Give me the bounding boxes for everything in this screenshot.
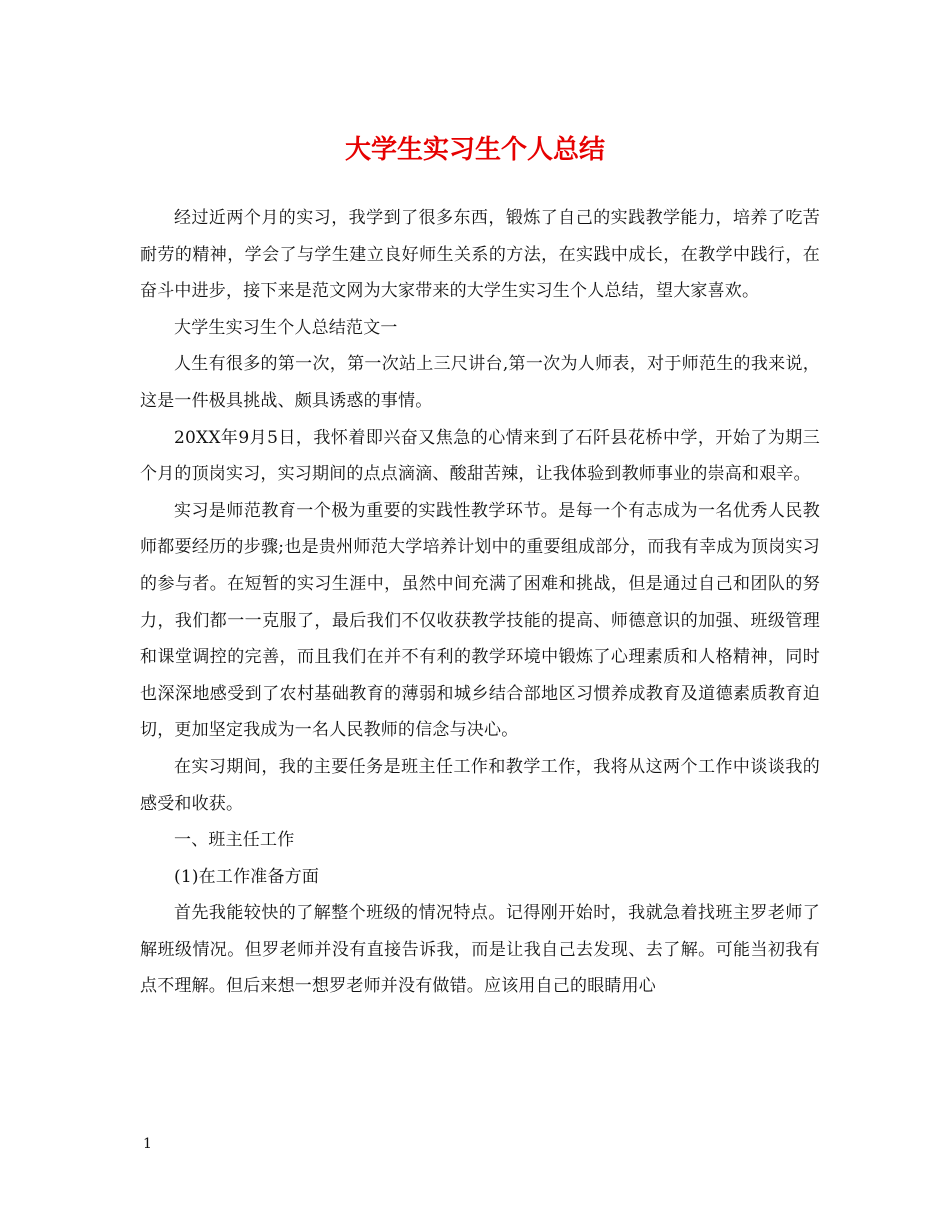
document-title: 大学生实习生个人总结: [344, 135, 605, 165]
paragraph-sample-heading: 大学生实习生个人总结范文一: [174, 317, 398, 338]
paragraph-preparation: 首先我能较快的了解整个班级的情况特点。记得刚开始时，我就急着找班主罗老师了解班级情况。但罗老师并没有直接告诉我，而是让我自己去发现、去了解。可能当初我有点不理解。但后来想一想罗老师并没有做错。应该用自己的眼睛用心: [140, 903, 820, 997]
page-number: 1: [143, 1136, 152, 1152]
paragraph-arrival: 20XX年9月5日，我怀着即兴奋又焦急的心情来到了石阡县花桥中学，开始了为期三个月的顶岗实习，实习期间的点点滴滴、酸甜苦辣，让我体验到教师事业的崇高和艰辛。: [140, 427, 820, 485]
document-body: [140, 200, 820, 1005]
subsection-heading-preparation: (1)在工作准备方面: [174, 866, 320, 887]
paragraph-first-times: 人生有很多的第一次，第一次站上三尺讲台,第一次为人师表，对于师范生的我来说，这是一件极具挑战、颇具诱惑的事情。: [140, 354, 820, 411]
paragraph-main-tasks: 在实习期间，我的主要任务是班主任工作和教学工作，我将从这两个工作中谈谈我的感受和收获。: [140, 756, 820, 814]
paragraph-intro: 经过近两个月的实习，我学到了很多东西，锻炼了自己的实践教学能力，培养了吃苦耐劳的精神，学会了与学生建立良好师生关系的方法，在实践中成长，在教学中践行，在奋斗中进步，接下来是范文网为大家带来的大学生实习生个人总结，望大家喜欢。: [140, 208, 820, 302]
paragraph-internship-importance: 实习是师范教育一个极为重要的实践性教学环节。是每一个有志成为一名优秀人民教师都要经历的步骤;也是贵州师范大学培养计划中的重要组成部分，而我有幸成为顶岗实习的参与者。在短暂的实习生涯中，虽然中间充满了困难和挑战，但是通过自己和团队的努力，我们都一一克服了，最后我们不仅收获教学技能的提高、师德意识的加强、班级管理和课堂调控的完善，而且我们在并不有利的教学环境中锻炼了心理素质和人格精神，同时也深深地感受到了农村基础教育的薄弱和城乡结合部地区习惯养成教育及道德素质教育迫切，更加坚定我成为一名人民教师的信念与决心。: [140, 500, 820, 741]
section-heading-class-teacher: 一、班主任工作: [174, 830, 295, 851]
